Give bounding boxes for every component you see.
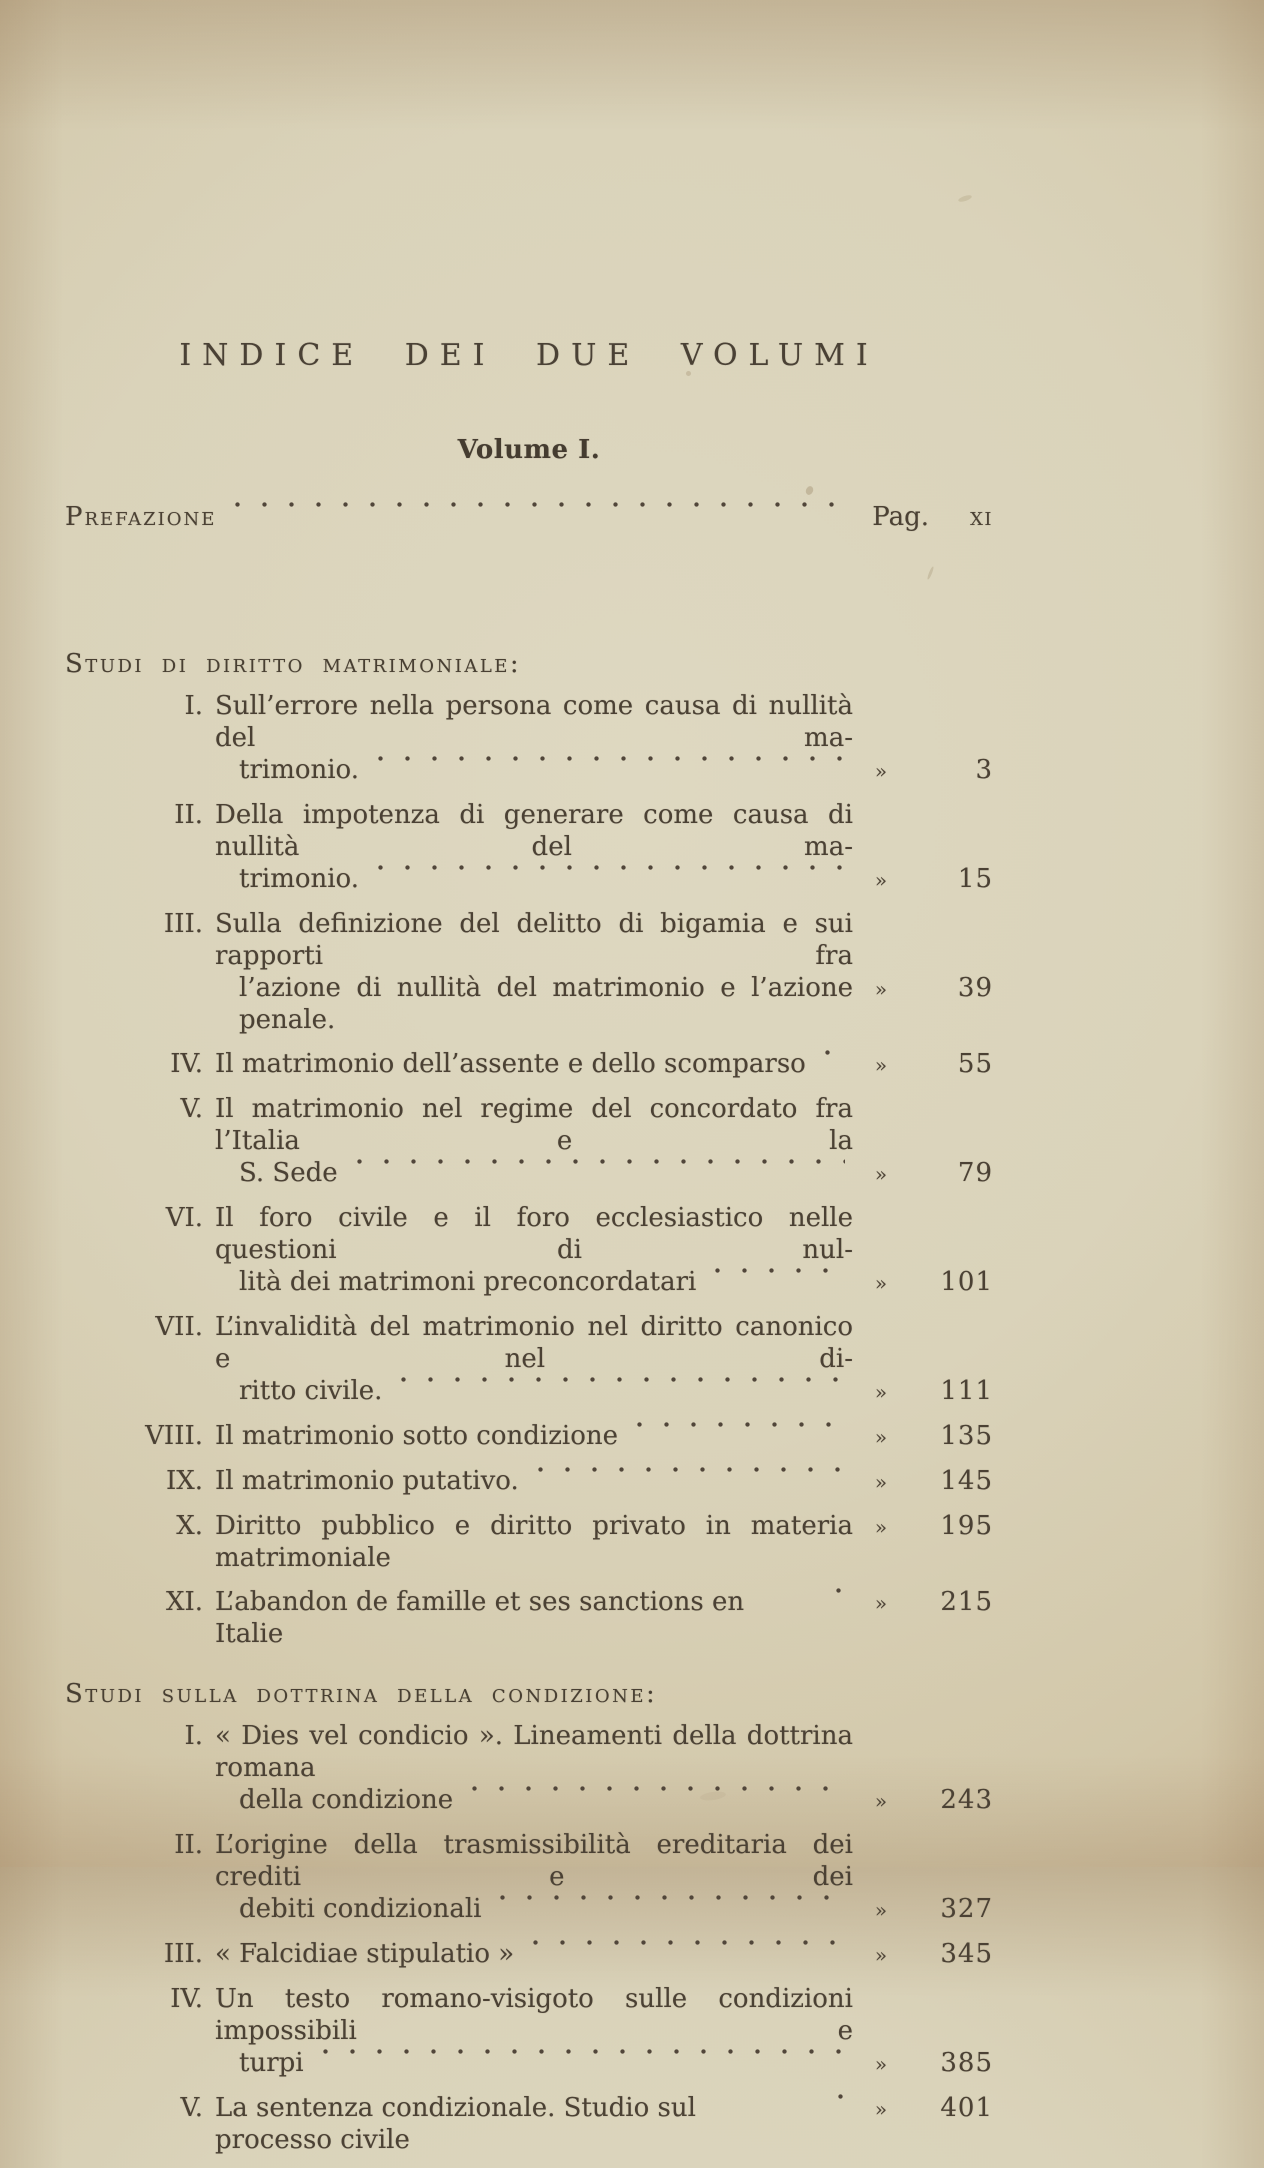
page-number: 243 <box>940 1785 993 1815</box>
dot-leader <box>461 1784 845 1816</box>
guide-mark: » <box>874 1380 888 1404</box>
entry-text-line: Sull’errore nella persona come causa di nullità del ma- <box>215 691 853 753</box>
dot-leader <box>390 1375 845 1407</box>
guide-mark: » <box>874 2097 888 2121</box>
entry-text-line: Il matrimonio nel regime del concordato fra l’Italia e la <box>215 1094 853 1156</box>
guide-mark: » <box>874 868 888 892</box>
dot-leader <box>825 1586 845 1650</box>
entry-text-line: lità dei matrimoni preconcordatari <box>239 1267 697 1297</box>
entry-text-line: « Dies vel condicio ». Lineamenti della dottrina romana <box>215 1721 853 1783</box>
section-entries <box>65 690 993 1650</box>
entry-number: III. <box>163 1939 203 1969</box>
page-number: 79 <box>957 1158 993 1188</box>
dot-leader <box>367 754 845 786</box>
dot-leader <box>814 1048 845 1080</box>
entry-text <box>215 863 853 895</box>
page-number: 15 <box>957 864 993 894</box>
entry-text <box>215 799 853 863</box>
entry-text <box>215 1465 853 1497</box>
dot-leader <box>522 1938 845 1970</box>
guide-mark: » <box>874 977 888 1001</box>
entry-text <box>215 1311 853 1375</box>
toc-entry <box>65 1720 993 1817</box>
entry-text <box>215 754 853 786</box>
entry-number: VI. <box>165 1203 203 1233</box>
entry-text <box>215 972 853 1036</box>
toc-entry <box>65 2092 993 2156</box>
entry-text-line: L’abandon de famille et ses sanctions en Italie <box>215 1587 745 1649</box>
entry-text <box>215 1157 853 1189</box>
entry-line <box>65 1202 993 1266</box>
guide-mark: » <box>874 1470 888 1494</box>
guide-mark: » <box>874 1943 888 1967</box>
entry-text <box>215 1720 853 1784</box>
entry-line <box>65 2092 993 2156</box>
entry-text-line: della condizione <box>239 1785 454 1815</box>
entry-text-line: l’azione di nullità del matrimonio e l’azione penale. <box>239 973 853 1035</box>
page-number: 385 <box>940 2048 993 2078</box>
entry-text-line: Il matrimonio sotto condizione <box>215 1421 619 1451</box>
entry-text-line: Un testo romano-visigoto sulle condizioni impossibili e <box>215 1984 853 2046</box>
guide-mark: » <box>874 1898 888 1922</box>
entry-number: IV. <box>170 1049 203 1079</box>
entry-text-line: Il matrimonio putativo. <box>215 1466 519 1496</box>
toc-entry <box>65 1202 993 1299</box>
entry-number: IX. <box>165 1466 203 1496</box>
guide-mark: » <box>874 2052 888 2076</box>
entry-text <box>215 1510 853 1574</box>
dot-leader <box>224 500 854 534</box>
entry-number: III. <box>163 909 203 939</box>
entry-text-line: La sentenza condizionale. Studio sul processo civile <box>215 2093 696 2155</box>
entry-number: VII. <box>155 1312 203 1342</box>
entry-line <box>65 1720 993 1784</box>
entry-text-line: Sulla definizione del delitto di bigamia e sui rapporti fra <box>215 909 853 971</box>
dot-leader <box>346 1157 845 1189</box>
volume-heading: Volume I. <box>457 435 601 465</box>
entry-line <box>65 1420 993 1453</box>
entry-line <box>65 1938 993 1971</box>
entry-number: I. <box>184 691 203 721</box>
toc-entry <box>65 690 993 787</box>
entry-text <box>215 1938 853 1970</box>
entry-number: II. <box>174 1830 203 1860</box>
entry-number: X. <box>176 1511 203 1541</box>
toc-entry <box>65 1983 993 2080</box>
dot-leader <box>489 1893 845 1925</box>
page-number: 39 <box>957 973 993 1003</box>
dot-leader <box>827 2092 845 2156</box>
page-number: 327 <box>940 1894 993 1924</box>
entry-text <box>215 1375 853 1407</box>
entry-line <box>65 1465 993 1498</box>
entry-line <box>65 1048 993 1081</box>
entry-line <box>65 1784 993 1817</box>
entry-text <box>215 1048 853 1080</box>
toc-entry <box>65 1048 993 1081</box>
entry-text-line: Della impotenza di generare come causa di nullità del ma- <box>215 800 853 862</box>
entry-text <box>215 1202 853 1266</box>
entry-text-line: turpi <box>239 2048 304 2078</box>
toc-entry <box>65 1829 993 1926</box>
guide-mark: » <box>874 1053 888 1077</box>
entry-number: II. <box>174 800 203 830</box>
entry-line <box>65 1586 993 1650</box>
entry-line <box>65 1093 993 1157</box>
page-number: xi <box>970 502 993 532</box>
toc-entry <box>65 799 993 896</box>
page-number: 401 <box>940 2093 993 2123</box>
entry-text <box>215 1983 853 2047</box>
toc-entry <box>65 1938 993 1971</box>
page-number: 145 <box>940 1466 993 1496</box>
entry-text <box>215 1266 853 1298</box>
page-number: 111 <box>940 1376 993 1406</box>
entry-number: IV. <box>170 1984 203 2014</box>
entry-line <box>65 754 993 787</box>
entry-text-line: trimonio. <box>239 755 360 785</box>
entry-line <box>65 863 993 896</box>
entry-text-line: L’origine della trasmissibilità ereditaria dei crediti e dei <box>215 1830 853 1892</box>
page-number: 135 <box>940 1421 993 1451</box>
entry-text-line: S. Sede <box>239 1158 338 1188</box>
entry-line <box>65 1983 993 2047</box>
page-number: 195 <box>940 1511 993 1541</box>
toc-page-content <box>65 0 993 2168</box>
index-title: INDICE DEI DUE VOLUMI <box>179 338 879 373</box>
entry-line <box>65 972 993 1036</box>
toc-entry <box>65 1311 993 1408</box>
section-heading: Studi sulla dottrina della condizione: <box>65 1679 658 1709</box>
guide-mark: » <box>874 1789 888 1813</box>
entry-line <box>65 1510 993 1574</box>
entry-text <box>215 1093 853 1157</box>
dot-leader <box>704 1266 845 1298</box>
dot-leader <box>367 863 845 895</box>
toc <box>65 646 993 2156</box>
entry-text <box>215 1829 853 1893</box>
entry-text-line: ritto civile. <box>239 1376 383 1406</box>
entry-text-line: debiti condizionali <box>239 1894 482 1924</box>
entry-number: I. <box>184 1721 203 1751</box>
entry-line <box>65 1375 993 1408</box>
entry-line <box>65 1311 993 1375</box>
entry-line <box>65 1157 993 1190</box>
entry-line <box>65 1266 993 1299</box>
prefazione-label: Prefazione <box>65 502 217 532</box>
toc-row-prefazione <box>65 500 993 534</box>
entry-text-line: trimonio. <box>239 864 360 894</box>
dot-leader <box>527 1465 845 1497</box>
guide-mark: » <box>874 1425 888 1449</box>
entry-text-line: Il foro civile e il foro ecclesiastico nelle questioni di nul- <box>215 1203 853 1265</box>
page-number: 101 <box>940 1267 993 1297</box>
entry-line <box>65 1829 993 1893</box>
guide-mark: » <box>874 1591 888 1615</box>
entry-number: VIII. <box>145 1421 203 1451</box>
entry-number: XI. <box>165 1587 203 1617</box>
guide-mark: » <box>874 1162 888 1186</box>
guide-mark: » <box>874 1515 888 1539</box>
page-number: 345 <box>940 1939 993 1969</box>
dot-leader <box>312 2047 845 2079</box>
page-number: 3 <box>975 755 993 785</box>
guide-mark: » <box>874 759 888 783</box>
entry-text <box>215 1420 853 1452</box>
entry-line <box>65 1893 993 1926</box>
entry-text <box>215 1784 853 1816</box>
page-column-label: Pag. <box>872 502 929 532</box>
entry-number: V. <box>180 2093 203 2123</box>
entry-text <box>215 1586 853 1650</box>
entry-line <box>65 2047 993 2080</box>
toc-entry <box>65 1586 993 1650</box>
entry-text-line: Il matrimonio dell’assente e dello scomparso <box>215 1049 806 1079</box>
entry-line <box>65 908 993 972</box>
page-number: 215 <box>940 1587 993 1617</box>
page-number: 55 <box>957 1049 993 1079</box>
toc-entry <box>65 908 993 1036</box>
entry-number: V. <box>180 1094 203 1124</box>
entry-text-line: L’invalidità del matrimonio nel diritto canonico e nel di- <box>215 1312 853 1374</box>
entry-text <box>215 1893 853 1925</box>
entry-line <box>65 799 993 863</box>
toc-entry <box>65 1510 993 1574</box>
entry-line <box>65 690 993 754</box>
toc-entry <box>65 1420 993 1453</box>
entry-text-line: Diritto pubblico e diritto privato in materia matrimoniale <box>215 1511 853 1573</box>
section-heading: Studi di diritto matrimoniale: <box>65 649 522 679</box>
entry-text <box>215 2047 853 2079</box>
toc-entry <box>65 1093 993 1190</box>
entry-text <box>215 2092 853 2156</box>
toc-entry <box>65 1465 993 1498</box>
entry-text <box>215 908 853 972</box>
entry-text-line: « Falcidiae stipulatio » <box>215 1939 515 1969</box>
entry-text <box>215 690 853 754</box>
guide-mark: » <box>874 1271 888 1295</box>
section-entries <box>65 1720 993 2156</box>
dot-leader <box>626 1420 845 1452</box>
